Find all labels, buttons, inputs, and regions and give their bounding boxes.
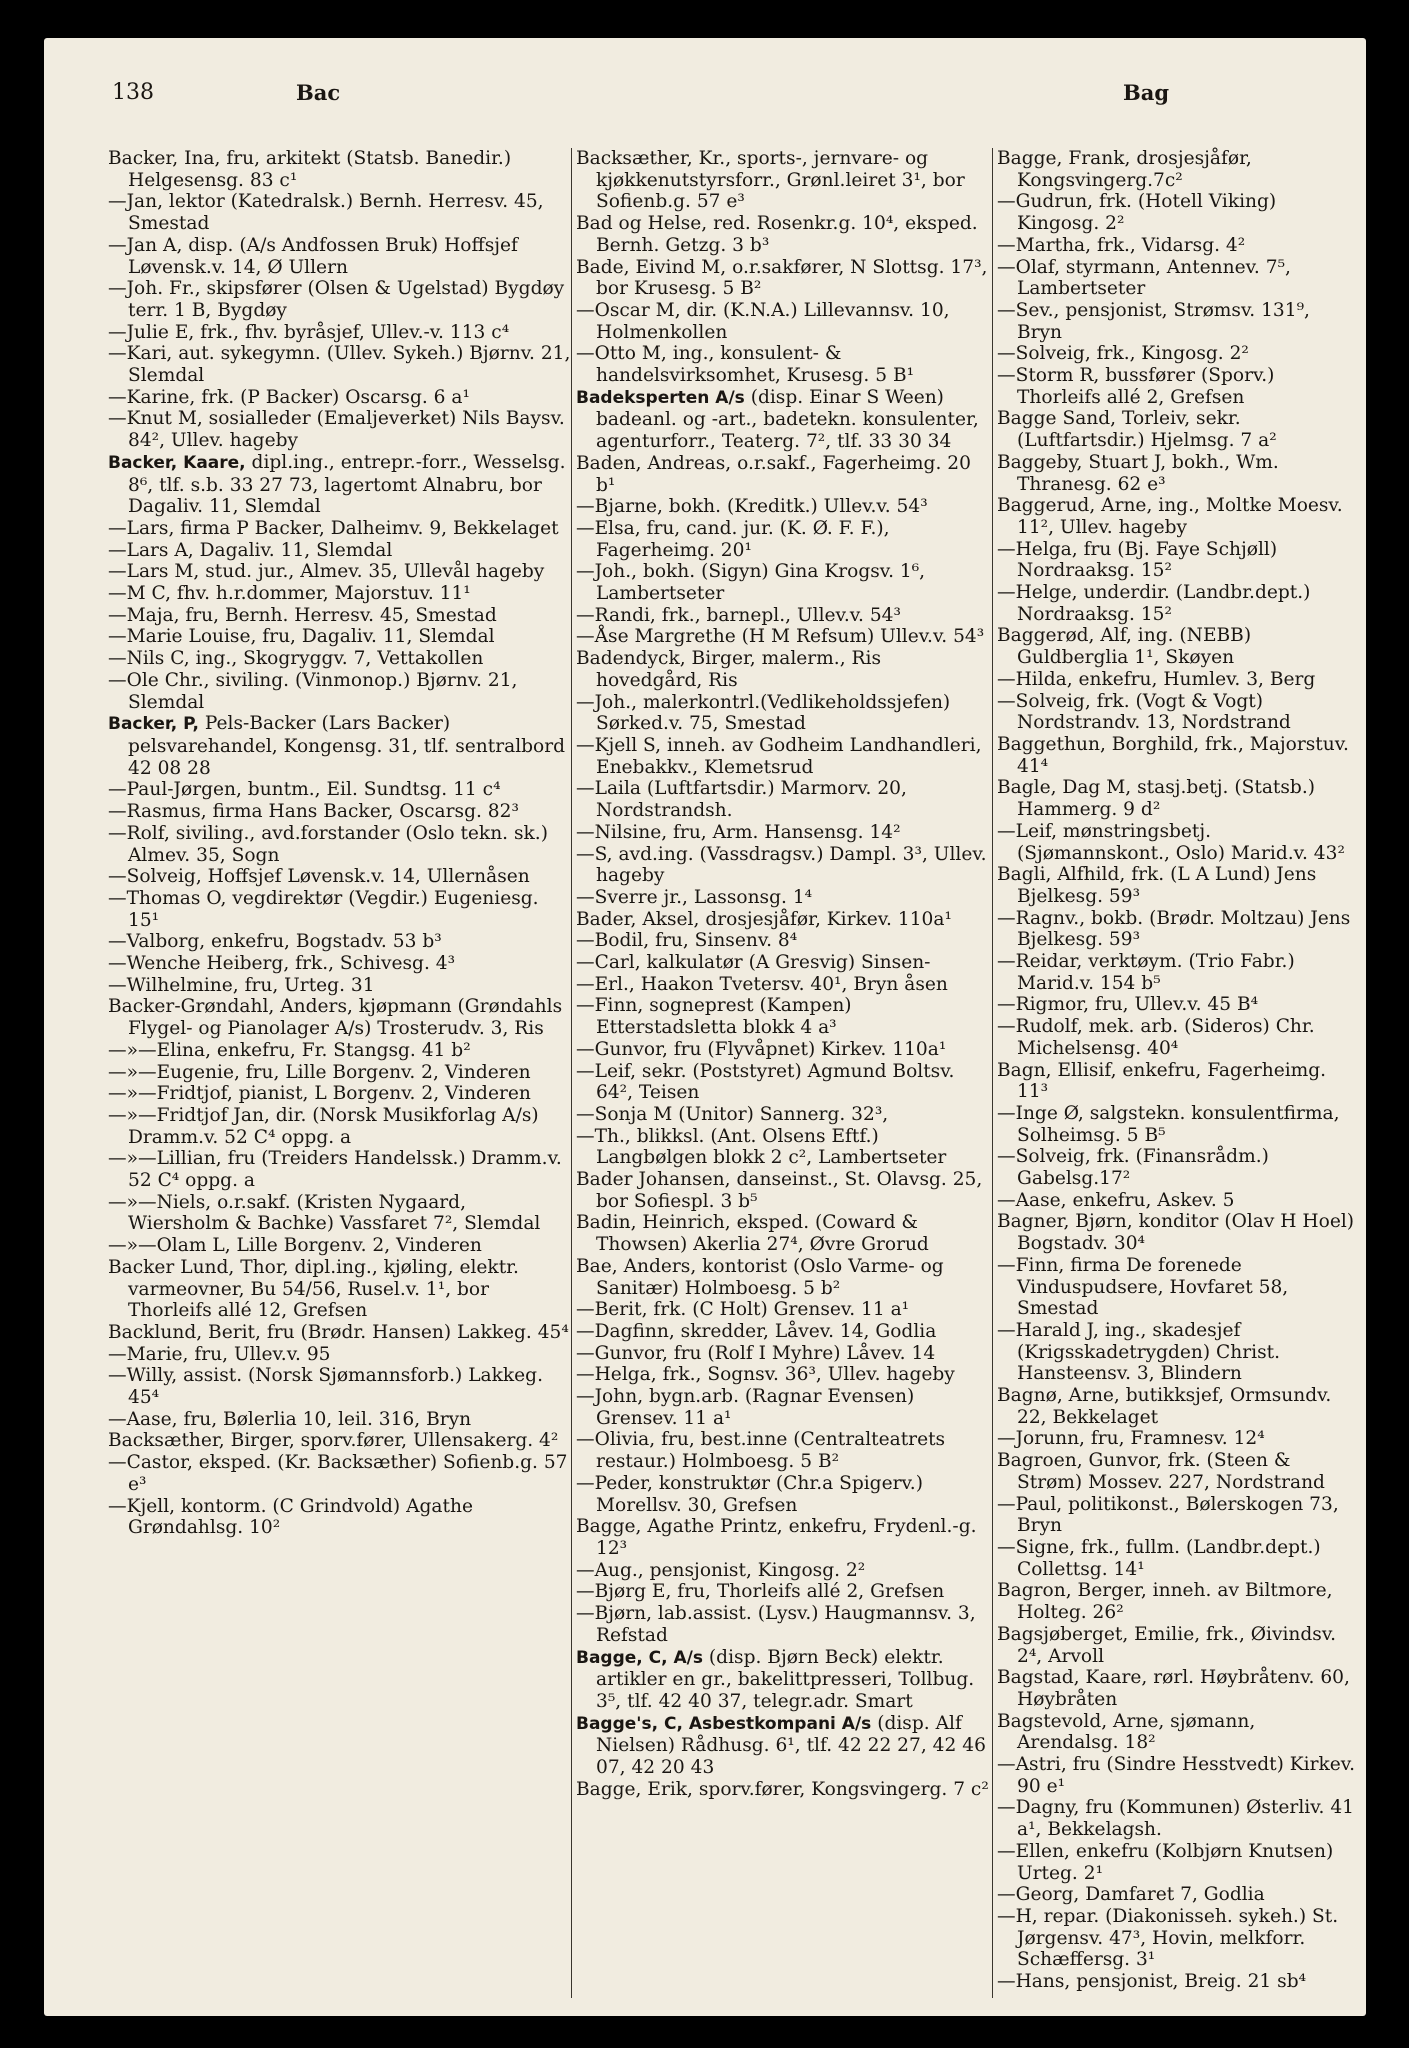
entry-text: Bader, Aksel, drosjesjåfør, Kirkev. 110a¹ [576, 908, 952, 930]
directory-entry [576, 735, 993, 778]
directory-entry [576, 387, 993, 453]
directory-entry [997, 582, 1357, 625]
directory-entry [108, 931, 571, 953]
directory-entry [108, 278, 571, 321]
directory-entry [108, 452, 571, 518]
directory-entry [997, 908, 1357, 951]
entry-text: —Elsa, fru, cand. jur. (K. Ø. F. F.), Fagerheimg. 20¹ [576, 517, 890, 561]
entry-text: —Maja, fru, Bernh. Herresv. 45, Smestad [108, 604, 497, 626]
directory-entry [108, 561, 571, 583]
directory-entry [576, 1581, 993, 1603]
entry-text: —Finn, sogneprest (Kampen) Etterstadsletta blokk 4 a³ [576, 995, 852, 1039]
directory-entry [108, 953, 571, 975]
directory-entry [108, 1148, 571, 1191]
directory-entry [997, 1580, 1357, 1623]
entry-text: (disp. Einar S Ween) badeanl. og -art., badetekn. konsulenter, agenturforr., Teaterg. 7², tlf. 33 30 34 [596, 386, 979, 453]
directory-entry [108, 779, 571, 801]
page-number: 138 [112, 80, 154, 105]
directory-entry [997, 1841, 1357, 1884]
entry-text: —Ellen, enkefru (Kolbjørn Knutsen) Urteg. 2¹ [997, 1840, 1334, 1884]
directory-entry [576, 1647, 993, 1713]
directory-entry [108, 387, 571, 409]
entry-bold-name: Bagge's, C, Asbestkompani A/s [576, 1713, 872, 1734]
entry-text: —Bjørn, lab.assist. (Lysv.) Haugmannsv. 3, Refstad [576, 1603, 976, 1646]
directory-entry [997, 1494, 1357, 1537]
directory-entry [997, 625, 1357, 668]
directory-entry [576, 343, 993, 386]
entry-text: —Finn, firma De forenede Vinduspudsere, Hovfaret 58, Smestad [997, 1254, 1289, 1320]
entry-text: —Leif, sekr. (Poststyret) Agmund Boltsv. 64², Teisen [576, 1060, 955, 1104]
directory-entry [108, 1192, 571, 1235]
entry-text: —Carl, kalkulatør (A Gresvig) Sinsen- [576, 952, 931, 974]
entry-text: Baden, Andreas, o.r.sakf., Fagerheimg. 20 b¹ [576, 452, 971, 496]
directory-entry [576, 1321, 993, 1343]
entry-text: Pels-Backer (Lars Backer) pelsvarehandel, Kongensg. 31, tlf. sentralbord 42 08 28 [128, 713, 566, 779]
directory-entry [997, 257, 1357, 300]
directory-entry [997, 1385, 1357, 1428]
column-3 [992, 148, 1357, 1998]
directory-entry [576, 518, 993, 561]
directory-entry [108, 713, 571, 779]
directory-entry [997, 1624, 1357, 1667]
directory-entry [108, 888, 571, 931]
entry-text: —Jan, lektor (Katedralsk.) Bernh. Herresv. 45, Smestad [108, 191, 544, 235]
directory-entry [997, 994, 1357, 1016]
directory-entry [997, 148, 1357, 191]
entry-text: Bagli, Alfhild, frk. (L A Lund) Jens Bjelkesg. 59³ [997, 864, 1317, 907]
entry-text: —Willy, assist. (Norsk Sjømannsforb.) Lakkeg. 45⁴ [108, 1365, 543, 1409]
directory-entry [576, 648, 993, 691]
directory-entry [576, 887, 993, 909]
entry-text: —Solveig, frk. (Finansrådm.) Gabelsg.17² [997, 1146, 1269, 1190]
entry-text: —Solveig, Hoffsjef Løvensk.v. 14, Ullernåsen [108, 866, 530, 888]
entry-text: —Kjell, kontorm. (C Grindvold) Agathe Grøndahlsg. 10² [108, 1495, 473, 1539]
entry-text: Backer Lund, Thor, dipl.ing., kjøling, elektr. varmeovner, Bu 54/56, Rusel.v. 1¹, bor Thorleifs allé 12, Grefsen [108, 1256, 519, 1322]
directory-entry [576, 1473, 993, 1516]
entry-text: —S, avd.ing. (Vassdragsv.) Dampl. 3³, Ullev. hageby [576, 843, 987, 887]
entry-text: —Leif, mønstringsbetj. (Sjømannskont., Oslo) Marid.v. 43² [997, 820, 1345, 864]
entry-text: —Lars A, Dagaliv. 11, Slemdal [108, 539, 393, 561]
directory-entry [108, 670, 571, 713]
entry-text: —Nilsine, fru, Arm. Hansensg. 14² [576, 821, 901, 843]
directory-entry [108, 648, 571, 670]
entry-text: —Marie, fru, Ullev.v. 95 [108, 1343, 331, 1365]
directory-entry [108, 1105, 571, 1148]
directory-entry [576, 148, 993, 213]
directory-entry [997, 495, 1357, 538]
entry-text: —Knut M, sosialleder (Emaljeverket) Nils Baysv. 84², Ullev. hageby [108, 408, 565, 452]
directory-entry [997, 1320, 1357, 1385]
directory-entry [576, 257, 993, 300]
entry-text: —»—Fridtjof, pianist, L Borgenv. 2, Vinderen [108, 1083, 531, 1105]
directory-entry [108, 1496, 571, 1539]
directory-entry [108, 1322, 571, 1344]
entry-text: —Lars, firma P Backer, Dalheimv. 9, Bekkelaget [108, 517, 559, 539]
column-2 [571, 148, 993, 1998]
entry-text: —Valborg, enkefru, Bogstadv. 53 b³ [108, 931, 442, 953]
entry-text: Baggerød, Alf, ing. (NEBB) Guldberglia 1¹, Skøyen [997, 625, 1252, 669]
entry-text: —»—Niels, o.r.sakf. (Kristen Nygaard, Wiersholm & Bachke) Vassfaret 7², Slemdal [108, 1191, 541, 1235]
entry-text: —Kari, aut. sykegymn. (Ullev. Sykeh.) Bjørnv. 21, Slemdal [108, 343, 571, 387]
entry-text: —Harald J, ing., skadesjef (Krigsskadetrygden) Christ. Hansteensv. 3, Blindern [997, 1319, 1280, 1385]
directory-entry [108, 975, 571, 997]
entry-text: —Helga, fru (Bj. Faye Schjøll) Nordraaksg. 15² [997, 538, 1278, 582]
entry-text: —Karine, frk. (P Backer) Oscarsg. 6 a¹ [108, 386, 470, 408]
directory-entry [576, 1779, 993, 1801]
directory-entry [997, 1060, 1357, 1103]
directory-entry [997, 408, 1357, 451]
entry-text: —Astri, fru (Sindre Hesstvedt) Kirkev. 90 e¹ [997, 1754, 1355, 1797]
entry-text: —Bjørg E, fru, Thorleifs allé 2, Grefsen [576, 1581, 945, 1603]
directory-entry [108, 322, 571, 344]
entry-text: —Jan A, disp. (A/s Andfossen Bruk) Hoffsjef Løvensk.v. 14, Ø Ullern [108, 234, 518, 278]
entry-text: Backer, Ina, fru, arkitekt (Statsb. Banedir.) Helgesensg. 83 c¹ [108, 148, 512, 191]
entry-text: —Sev., pensjonist, Strømsv. 131⁹, Bryn [997, 299, 1310, 343]
directory-entry [108, 1040, 571, 1062]
directory-entry [576, 1603, 993, 1646]
entry-text: dipl.ing., entrepr.-forr., Wesselsg. 8⁶, tlf. s.b. 33 27 73, lagertomt Alnabru, bor Dagaliv. 11, Slemdal [128, 451, 566, 518]
directory-entry [576, 1212, 993, 1255]
entry-text: —Th., blikksl. (Ant. Olsens Eftf.) Langbølgen blokk 2 c², Lambertseter [576, 1125, 947, 1169]
directory-entry [576, 1039, 993, 1061]
entry-text: Baggeby, Stuart J, bokh., Wm. Thranesg. 62 e³ [997, 451, 1279, 495]
directory-entry [108, 343, 571, 386]
directory-entry [108, 801, 571, 823]
entry-text: —»—Olam L, Lille Borgenv. 2, Vinderen [108, 1235, 482, 1257]
entry-text: Bagnø, Arne, butikksjef, Ormsundv. 22, Bekkelaget [997, 1385, 1332, 1428]
directory-entry [108, 1083, 571, 1105]
entry-text: Bagner, Bjørn, konditor (Olav H Hoel) Bogstadv. 30⁴ [997, 1211, 1355, 1255]
entry-text: Bagge, Agathe Printz, enkefru, Frydenl.-g. 12³ [576, 1516, 977, 1559]
entry-text: —Aase, enkefru, Askev. 5 [997, 1189, 1235, 1211]
directory-entry [576, 995, 993, 1038]
directory-entry [997, 452, 1357, 495]
column-1 [108, 148, 571, 1998]
entry-text: Bagroen, Gunvor, frk. (Steen & Strøm) Mossev. 227, Nordstrand [997, 1450, 1325, 1493]
entry-text: —Bjarne, bokh. (Kreditk.) Ullev.v. 54³ [576, 496, 928, 518]
directory-entry [576, 692, 993, 735]
directory-entry [576, 605, 993, 627]
entry-text: —Marie Louise, fru, Dagaliv. 11, Slemdal [108, 626, 495, 648]
directory-entry [997, 821, 1357, 864]
directory-entry [576, 1364, 993, 1386]
directory-entry [108, 605, 571, 627]
directory-entry [108, 1430, 571, 1452]
directory-entry [108, 191, 571, 234]
entry-text: —Otto M, ing., konsulent- & handelsvirksomhet, Krusesg. 5 B¹ [576, 343, 915, 387]
entry-text: Bae, Anders, kontorist (Oslo Varme- og Sanitær) Holmboesg. 5 b² [576, 1255, 944, 1299]
entry-text: —John, bygn.arb. (Ragnar Evensen) Grensev. 11 a¹ [576, 1386, 915, 1429]
directory-entry [997, 669, 1357, 691]
directory-entry [108, 540, 571, 562]
entry-text: —Joh. Fr., skipsfører (Olsen & Ugelstad) Bygdøy terr. 1 B, Bygdøy [108, 278, 565, 321]
directory-entry [108, 1235, 571, 1257]
entry-text: —Martha, frk., Vidarsg. 4² [997, 234, 1246, 256]
directory-entry [997, 1103, 1357, 1146]
entry-text: —Joh., bokh. (Sigyn) Gina Krogsv. 1⁶, Lambertseter [576, 561, 926, 605]
directory-entry [997, 1211, 1357, 1254]
directory-entry [997, 235, 1357, 257]
directory-entry [997, 343, 1357, 365]
directory-entry [997, 1146, 1357, 1189]
directory-entry [108, 1062, 571, 1084]
entry-text: Bagron, Berger, inneh. av Biltmore, Holteg. 26² [997, 1580, 1333, 1624]
left-guide-word: Bac [296, 80, 341, 105]
entry-text: Bagsjøberget, Emilie, frk., Øivindsv. 2⁴, Arvoll [997, 1623, 1337, 1667]
entry-text: Backsæther, Birger, sporv.fører, Ullensakerg. 4² [108, 1430, 559, 1452]
entry-text: Badendyck, Birger, malerm., Ris hovedgård, Ris [576, 648, 882, 691]
directory-entry [576, 453, 993, 496]
entry-text: —Rigmor, fru, Ullev.v. 45 B⁴ [997, 994, 1259, 1016]
entry-text: —Nils C, ing., Skogryggv. 7, Vettakollen [108, 648, 484, 670]
entry-text: —Paul, politikonst., Bølerskogen 73, Bryn [997, 1493, 1339, 1537]
directory-entry [108, 148, 571, 191]
directory-entry [576, 1386, 993, 1429]
directory-entry [997, 1971, 1357, 1993]
entry-text: —Kjell S, inneh. av Godheim Landhandleri, Enebakkv., Klemetsrud [576, 734, 982, 778]
entry-text: Bagge Sand, Torleiv, sekr. (Luftfartsdir.) Hjelmsg. 7 a² [997, 408, 1277, 452]
entry-text: Bade, Eivind M, o.r.sakfører, N Slottsg. 17³, bor Krusesg. 5 B² [576, 256, 988, 300]
directory-entry [576, 930, 993, 952]
entry-text: (disp. Alf Nielsen) Rådhusg. 6¹, tlf. 42 22 27, 42 46 07, 42 20 43 [596, 1712, 986, 1779]
directory-entry [108, 1344, 571, 1366]
entry-text: —Åse Margrethe (H M Refsum) Ullev.v. 54³ [576, 626, 985, 648]
directory-entry [997, 1255, 1357, 1320]
entry-text: Bagge, Frank, drosjesjåfør, Kongsvingerg.7c² [997, 148, 1252, 191]
entry-bold-name: Bagge, C, A/s [576, 1647, 704, 1668]
directory-entry [108, 866, 571, 888]
directory-entry [576, 1713, 993, 1779]
directory-entry [108, 583, 571, 605]
directory-entry [576, 1299, 993, 1321]
entry-text: —Rasmus, firma Hans Backer, Oscarsg. 82³ [108, 801, 519, 823]
directory-entry [108, 1365, 571, 1408]
entry-bold-name: Badeksperten A/s [576, 387, 745, 408]
entry-text: —Erl., Haakon Tvetersv. 40¹, Bryn åsen [576, 973, 948, 995]
entry-text: —Gunvor, fru (Flyvåpnet) Kirkev. 110a¹ [576, 1038, 947, 1060]
entry-text: —Rudolf, mek. arb. (Sideros) Chr. Michelsensg. 40⁴ [997, 1016, 1315, 1059]
entry-text: —Aase, fru, Bølerlia 10, leil. 316, Bryn [108, 1408, 472, 1430]
entry-text: Backsæther, Kr., sports-, jernvare- og kjøkkenutstyrsforr., Grønl.leiret 3¹, bor Sofienb.g. 57 e³ [576, 148, 965, 213]
entry-text: —Peder, konstruktør (Chr.a Spigerv.) Morellsv. 30, Grefsen [576, 1472, 923, 1516]
entry-bold-name: Backer, Kaare, [108, 452, 246, 473]
directory-entry [576, 974, 993, 996]
entry-text: —Inge Ø, salgstekn. konsulentfirma, Solheimsg. 5 B⁵ [997, 1102, 1340, 1146]
directory-entry [108, 1452, 571, 1495]
directory-entry [576, 1516, 993, 1559]
directory-entry [108, 408, 571, 451]
entry-text: —Lars M, stud. jur., Almev. 35, Ullevål hageby [108, 561, 545, 583]
entry-text: Backer-Grøndahl, Anders, kjøpmann (Grøndahls Flygel- og Pianolager A/s) Trosterudv. 3, Ris [108, 996, 563, 1040]
entry-text: Bagn, Ellisif, enkefru, Fagerheimg. 11³ [997, 1059, 1327, 1103]
directory-entry [576, 1104, 993, 1126]
entry-text: —Bodil, fru, Sinsenv. 8⁴ [576, 930, 798, 952]
directory-entry [108, 1409, 571, 1431]
directory-entry [997, 777, 1357, 820]
entry-text: —M C, fhv. h.r.dommer, Majorstuv. 11¹ [108, 583, 471, 605]
entry-text: —Helge, underdir. (Landbr.dept.) Nordraaksg. 15² [997, 582, 1311, 625]
directory-entry [997, 1797, 1357, 1840]
entry-text: —Jorunn, fru, Framnesv. 12⁴ [997, 1428, 1265, 1450]
directory-entry [576, 844, 993, 887]
directory-entry [576, 909, 993, 931]
directory-entry [997, 191, 1357, 234]
directory-entry [997, 300, 1357, 343]
entry-text: —»—Fridtjof Jan, dir. (Norsk Musikforlag A/s) Dramm.v. 52 C⁴ oppg. a [108, 1104, 539, 1148]
directory-entry [108, 823, 571, 866]
directory-entry [997, 1428, 1357, 1450]
entry-text: —Ragnv., bokb. (Brødr. Moltzau) Jens Bjelkesg. 59³ [997, 907, 1351, 951]
entry-text: —Ole Chr., siviling. (Vinmonop.) Bjørnv. 21, Slemdal [108, 669, 518, 713]
directory-entry [997, 691, 1357, 734]
directory-entry [576, 822, 993, 844]
entry-text: Bagge, Erik, sporv.fører, Kongsvingerg. 7 c² [576, 1778, 989, 1800]
directory-entry [576, 626, 993, 648]
entry-text: Backlund, Berit, fru (Brødr. Hansen) Lakkeg. 45⁴ [108, 1321, 569, 1343]
directory-entry [576, 952, 993, 974]
directory-entry [997, 864, 1357, 907]
directory-entry [997, 734, 1357, 777]
directory-entry [997, 951, 1357, 994]
entry-text: —Aug., pensjonist, Kingosg. 2² [576, 1559, 866, 1581]
directory-entry [576, 1560, 993, 1582]
right-guide-word: Bag [1123, 80, 1170, 105]
entry-text: —Randi, frk., barnepl., Ullev.v. 54³ [576, 604, 901, 626]
directory-entry [997, 1711, 1357, 1754]
directory-entry [108, 996, 571, 1039]
entry-text: —Solveig, frk., Kingosg. 2² [997, 343, 1249, 365]
directory-entry [997, 1190, 1357, 1212]
entry-text: —Reidar, verktøym. (Trio Fabr.) Marid.v. 154 b⁵ [997, 951, 1295, 994]
directory-entry [576, 496, 993, 518]
entry-text: —»—Eugenie, fru, Lille Borgenv. 2, Vinderen [108, 1061, 531, 1083]
entry-text: —Laila (Luftfartsdir.) Marmorv. 20, Nordstrandsh. [576, 778, 907, 822]
directory-entry [997, 1754, 1357, 1797]
entry-text: Bagstevold, Arne, sjømann, Arendalsg. 18² [997, 1710, 1256, 1754]
entry-text: —Solveig, frk. (Vogt & Vogt) Nordstrandv. 13, Nordstrand [997, 690, 1291, 734]
entry-text: —Sverre jr., Lassonsg. 1⁴ [576, 886, 813, 908]
entry-text: —Castor, eksped. (Kr. Backsæther) Sofienb.g. 57 e³ [108, 1452, 568, 1495]
entry-text: —»—Lillian, fru (Treiders Handelssk.) Dramm.v. 52 C⁴ oppg. a [108, 1148, 562, 1192]
entry-text: —Hilda, enkefru, Humlev. 3, Berg [997, 668, 1316, 690]
entry-text: —Georg, Damfaret 7, Godlia [997, 1884, 1265, 1906]
directory-page [44, 38, 1366, 2016]
directory-entry [997, 1450, 1357, 1493]
entry-text: —Helga, frk., Sognsv. 36³, Ullev. hageby [576, 1364, 955, 1386]
directory-entry [576, 1169, 993, 1212]
entry-text: —Sonja M (Unitor) Sannerg. 32³, [576, 1103, 889, 1125]
directory-entry [997, 1016, 1357, 1059]
entry-text: —Joh., malerkontrl.(Vedlikeholdssjefen) Sørked.v. 75, Smestad [576, 691, 951, 735]
entry-text: —Wenche Heiberg, frk., Schivesg. 4³ [108, 953, 456, 975]
entry-text: —Berit, frk. (C Holt) Grensev. 11 a¹ [576, 1299, 910, 1321]
directory-entry [576, 300, 993, 343]
entry-text: —H, repar. (Diakonisseh. sykeh.) St. Jørgensv. 47³, Hovin, melkforr. Schæffersg. 3¹ [997, 1905, 1339, 1971]
directory-entry [997, 1667, 1357, 1710]
directory-entry [576, 1343, 993, 1365]
directory-entry [108, 235, 571, 278]
entry-text: —Rolf, siviling., avd.forstander (Oslo tekn. sk.) Almev. 35, Sogn [108, 822, 548, 866]
directory-entry [576, 778, 993, 821]
directory-entry [108, 1257, 571, 1322]
directory-entry [576, 1256, 993, 1299]
entry-text: —Oscar M, dir. (K.N.A.) Lillevannsv. 10, Holmenkollen [576, 299, 950, 343]
directory-entry [997, 1884, 1357, 1906]
entry-text: Bagstad, Kaare, rørl. Høybråtenv. 60, Høybråten [997, 1667, 1350, 1710]
directory-entry [997, 1906, 1357, 1971]
entry-text: —Hans, pensjonist, Breig. 21 sb⁴ [997, 1971, 1307, 1993]
directory-entry [997, 365, 1357, 408]
directory-entry [108, 626, 571, 648]
directory-entry [997, 1537, 1357, 1580]
directory-entry [576, 561, 993, 604]
entry-text: —Dagny, fru (Kommunen) Østerliv. 41 a¹, Bekkelagsh. [997, 1797, 1354, 1841]
directory-entry [108, 518, 571, 540]
entry-text: —Thomas O, vegdirektør (Vegdir.) Eugeniesg. 15¹ [108, 887, 539, 931]
entry-text: Bad og Helse, red. Rosenkr.g. 10⁴, eksped. Bernh. Getzg. 3 b³ [576, 213, 978, 256]
directory-entry [997, 539, 1357, 582]
directory-entry [576, 1061, 993, 1104]
directory-entry [576, 1429, 993, 1472]
entry-text: Badin, Heinrich, eksped. (Coward & Thowsen) Akerlia 27⁴, Øvre Grorud [576, 1212, 929, 1256]
entry-text: Bagle, Dag M, stasj.betj. (Statsb.) Hammerg. 9 d² [997, 777, 1316, 821]
entry-text: —Wilhelmine, fru, Urteg. 31 [108, 974, 375, 996]
entry-text: Bader Johansen, danseinst., St. Olavsg. 25, bor Sofiespl. 3 b⁵ [576, 1169, 983, 1212]
entry-text: —Olaf, styrmann, Antennev. 7⁵, Lambertseter [997, 256, 1291, 300]
entry-text: —»—Elina, enkefru, Fr. Stangsg. 41 b² [108, 1039, 471, 1061]
entry-text: —Signe, frk., fullm. (Landbr.dept.) Collettsg. 14¹ [997, 1537, 1321, 1580]
directory-entry [576, 213, 993, 256]
directory-entry [576, 1126, 993, 1169]
entry-text: —Julie E, frk., fhv. byråsjef, Ullev.-v. 113 c⁴ [108, 321, 510, 343]
entry-text: —Dagfinn, skredder, Låvev. 14, Godlia [576, 1320, 937, 1342]
entry-text: —Gudrun, frk. (Hotell Viking) Kingosg. 2² [997, 191, 1277, 235]
entry-text: (disp. Bjørn Beck) elektr. artikler en gr., bakelittpresseri, Tollbug. 3⁵, tlf. 42 40 37, telegr.adr. Smart [596, 1646, 975, 1712]
entry-text: —Olivia, fru, best.inne (Centralteatrets restaur.) Holmboesg. 5 B² [576, 1429, 946, 1473]
entry-text: —Paul-Jørgen, buntm., Eil. Sundtsg. 11 c⁴ [108, 779, 501, 801]
entry-bold-name: Backer, P, [108, 714, 199, 735]
entry-text: —Storm R, bussfører (Sporv.) Thorleifs allé 2, Grefsen [997, 365, 1275, 408]
entry-text: Baggerud, Arne, ing., Moltke Moesv. 11², Ullev. hageby [997, 495, 1343, 538]
entry-text: Baggethun, Borghild, frk., Majorstuv. 41⁴ [997, 733, 1349, 777]
entry-text: —Gunvor, fru (Rolf I Myhre) Låvev. 14 [576, 1342, 936, 1364]
